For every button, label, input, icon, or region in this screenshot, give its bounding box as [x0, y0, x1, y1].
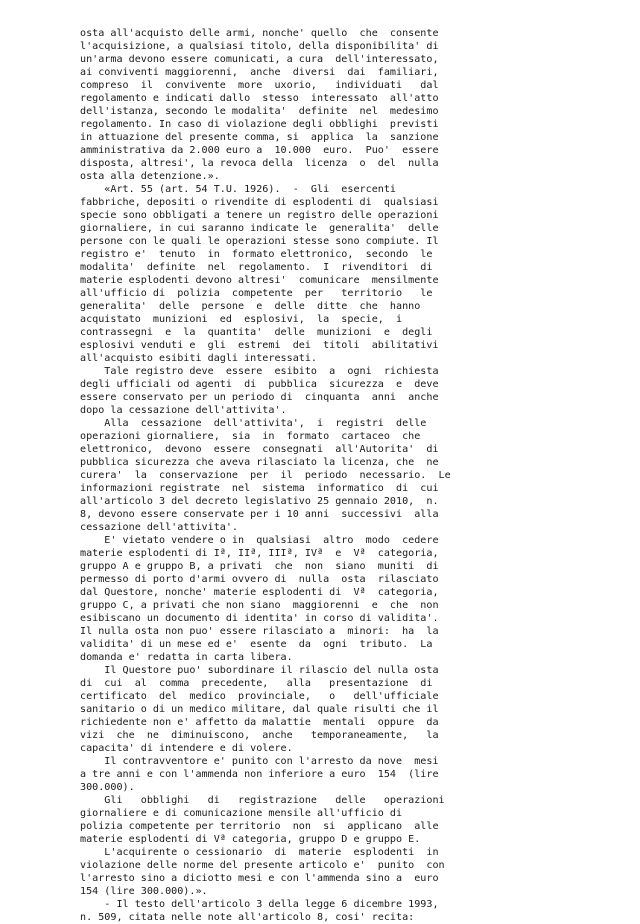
text-line: gruppo A e gruppo B, a privati che non siano muniti di	[80, 561, 439, 572]
text-line: sanitario o di un medico militare, dal quale risulti che il	[80, 704, 439, 715]
text-line: degli ufficiali od agenti di pubblica sicurezza e deve	[80, 379, 439, 390]
text-line: Alla cessazione dell'attivita', i registri delle	[80, 418, 427, 429]
paragraph	[80, 365, 600, 417]
text-line: dal Questore, nonche' materie esplodenti di Vª categoria,	[80, 587, 439, 598]
paragraph	[80, 664, 600, 755]
text-line: pubblica sicurezza che aveva rilasciato la licenza, che ne	[80, 457, 439, 468]
text-line: contrassegni e la quantita' delle munizioni e degli	[80, 327, 433, 338]
text-line: dell'istanza, secondo le modalita' definite nel medesimo	[80, 106, 439, 117]
text-line: specie sono obbligati a tenere un registro delle operazioni	[80, 210, 439, 221]
text-line: materie esplodenti di Iª, IIª, IIIª, IVª e Vª categoria,	[80, 548, 439, 559]
text-line: vizi che ne diminuiscono, anche temporaneamente, la	[80, 730, 439, 741]
text-line: all'articolo 3 del decreto legislativo 25 gennaio 2010, n.	[80, 496, 439, 507]
text-line: materie esplodenti devono altresi' comunicare mensilmente	[80, 275, 439, 286]
text-line: materie esplodenti di Vª categoria, gruppo D e gruppo E.	[80, 834, 421, 845]
text-line: informazioni registrate nel sistema informatico di cui	[80, 483, 439, 494]
text-line: Il Questore puo' subordinare il rilascio del nulla osta	[80, 665, 439, 676]
text-line: regolamento e indicati dallo stesso interessato all'atto	[80, 93, 439, 104]
text-line: permesso di porto d'armi ovvero di nulla osta rilasciato	[80, 574, 439, 585]
text-line: esibiscano un documento di identita' in corso di validita'.	[80, 613, 439, 624]
text-line: Tale registro deve essere esibito a ogni richiesta	[80, 366, 439, 377]
document-text-body	[80, 27, 600, 924]
text-line: dopo la cessazione dell'attivita'.	[80, 405, 287, 416]
text-line: certificato del medico provinciale, o dell'ufficiale	[80, 691, 439, 702]
text-line: esplosivi venduti e gli estremi dei titoli abilitativi	[80, 340, 439, 351]
text-line: Il nulla osta non puo' essere rilasciato a minori: ha la	[80, 626, 439, 637]
text-line: Il contravventore e' punito con l'arresto da nove mesi	[80, 756, 439, 767]
text-line: acquistato munizioni ed esplosivi, la specie, i	[80, 314, 403, 325]
paragraph	[80, 417, 600, 534]
text-line: regolamento. In caso di violazione degli obblighi previsti	[80, 119, 439, 130]
text-line: 8, devono essere conservate per i 10 anni successivi alla	[80, 509, 439, 520]
text-line: n. 509, citata nelle note all'articolo 8, cosi' recita:	[80, 912, 415, 923]
text-line: ai conviventi maggiorenni, anche diversi dai familiari,	[80, 67, 439, 78]
text-line: giornaliere, in cui saranno indicate le generalita' delle	[80, 223, 439, 234]
text-line: osta alla detenzione.».	[80, 171, 220, 182]
text-line: cessazione dell'attivita'.	[80, 522, 239, 533]
text-line: «Art. 55 (art. 54 T.U. 1926). - Gli esercenti	[80, 184, 397, 195]
text-line: disposta, altresi', la revoca della licenza o del nulla	[80, 158, 439, 169]
text-line: 154 (lire 300.000).».	[80, 886, 208, 897]
text-line: compreso il convivente more uxorio, individuati dal	[80, 80, 439, 91]
text-line: di cui al comma precedente, alla presentazione di	[80, 678, 433, 689]
text-line: registro e' tenuto in formato elettronico, secondo le	[80, 249, 433, 260]
text-line: violazione delle norme del presente articolo e' punito con	[80, 860, 445, 871]
text-line: 300.000).	[80, 782, 135, 793]
text-line: all'ufficio di polizia competente per territorio le	[80, 288, 433, 299]
text-line: amministrativa da 2.000 euro a 10.000 euro. Puo' essere	[80, 145, 439, 156]
paragraph	[80, 534, 600, 664]
text-line: operazioni giornaliere, sia in formato cartaceo che	[80, 431, 421, 442]
text-line: E' vietato vendere o in qualsiasi altro modo cedere	[80, 535, 439, 546]
text-line: l'acquisizione, a qualsiasi titolo, della disponibilita' di	[80, 41, 439, 52]
text-line: l'arresto sino a diciotto mesi e con l'ammenda sino a euro	[80, 873, 439, 884]
text-line: persone con le quali le operazioni stesse sono compiute. Il	[80, 236, 439, 247]
paragraph	[80, 846, 600, 898]
text-line: polizia competente per territorio non si applicano alle	[80, 821, 439, 832]
text-line: richiedente non e' affetto da malattie mentali oppure da	[80, 717, 439, 728]
text-line: L'acquirente o cessionario di materie esplodenti in	[80, 847, 439, 858]
text-line: all'acquisto esibiti dagli interessati.	[80, 353, 318, 364]
paragraph	[80, 27, 600, 183]
text-line: elettronico, devono essere consegnati all'Autorita' di	[80, 444, 439, 455]
text-line: validita' di un mese ed e' esente da ogni tributo. La	[80, 639, 433, 650]
paragraph	[80, 755, 600, 794]
text-line: essere conservato per un periodo di cinquanta anni anche	[80, 392, 439, 403]
text-line: giornaliere e di comunicazione mensile all'ufficio di	[80, 808, 403, 819]
text-line: un'arma devono essere comunicati, a cura dell'interessato,	[80, 54, 439, 65]
text-line: generalita' delle persone e delle ditte che hanno	[80, 301, 421, 312]
text-line: fabbriche, depositi o rivendite di esplodenti di qualsiasi	[80, 197, 439, 208]
text-line: domanda e' redatta in carta libera.	[80, 652, 293, 663]
text-line: curera' la conservazione per il periodo necessario. Le	[80, 470, 451, 481]
text-line: osta all'acquisto delle armi, nonche' quello che consente	[80, 28, 439, 39]
paragraph	[80, 898, 600, 924]
paragraph	[80, 794, 600, 846]
text-line: a tre anni e con l'ammenda non inferiore a euro 154 (lire	[80, 769, 439, 780]
text-line: gruppo C, a privati che non siano maggiorenni e che non	[80, 600, 439, 611]
paragraph	[80, 183, 600, 365]
text-line: Gli obblighi di registrazione delle operazioni	[80, 795, 445, 806]
text-line: modalita' definite nel regolamento. I rivenditori di	[80, 262, 433, 273]
text-line: capacita' di intendere e di volere.	[80, 743, 293, 754]
text-line: in attuazione del presente comma, si applica la sanzione	[80, 132, 439, 143]
text-line: - Il testo dell'articolo 3 della legge 6 dicembre 1993,	[80, 899, 439, 910]
